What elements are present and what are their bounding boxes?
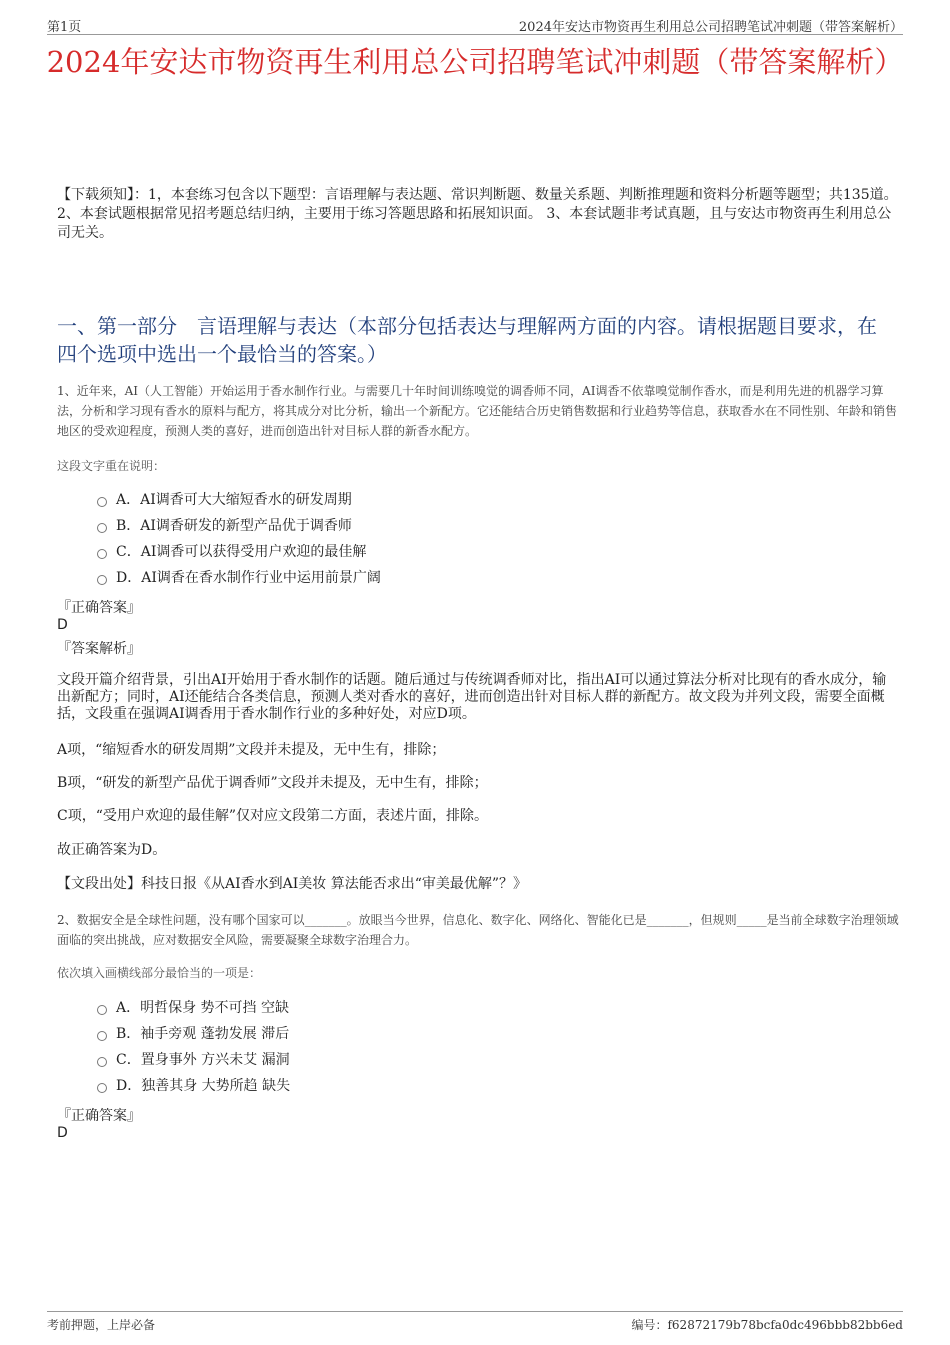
page-footer <box>47 1311 903 1336</box>
analysis-option-b: B项，“研发的新型产品优于调香师”文段并未提及，无中生有，排除； <box>57 775 488 791</box>
option-c[interactable]: C．AI调香可以获得受用户欢迎的最佳解 <box>95 539 381 565</box>
question-1-options <box>95 487 381 591</box>
radio-icon[interactable] <box>97 1005 107 1015</box>
analysis-option-c: C项，“受用户欢迎的最佳解”仅对应文段第二方面，表述片面，排除。 <box>57 808 489 824</box>
option-b[interactable]: B．袖手旁观 蓬勃发展 滞后 <box>95 1021 290 1047</box>
radio-icon[interactable] <box>97 549 107 559</box>
radio-icon[interactable] <box>97 575 107 585</box>
option-d[interactable]: D．AI调香在香水制作行业中运用前景广阔 <box>95 565 381 591</box>
document-id: 编号：f62872179b78bcfa0dc496bbb82bb6ed <box>631 1318 903 1332</box>
header-doc-title: 2024年安达市物资再生利用总公司招聘笔试冲刺题（带答案解析） <box>518 20 903 35</box>
analysis-source: 【文段出处】科技日报《从AI香水到AI美妆 算法能否求出“审美最优解”？》 <box>57 876 528 892</box>
option-b[interactable]: B．AI调香研发的新型产品优于调香师 <box>95 513 381 539</box>
correct-answer: D <box>57 617 68 633</box>
footer-slogan: 考前押题，上岸必备 <box>47 1318 156 1332</box>
page-header <box>47 14 903 35</box>
option-d[interactable]: D．独善其身 大势所趋 缺失 <box>95 1073 290 1099</box>
correct-answer-label: 『正确答案』 <box>57 600 141 616</box>
radio-icon[interactable] <box>97 497 107 507</box>
option-c[interactable]: C．置身事外 方兴未艾 漏洞 <box>95 1047 290 1073</box>
download-notice: 【下载须知】：1，本套练习包含以下题型：言语理解与表达题、常识判断题、数量关系题、判断推理题和资料分析题等题型；共135道。 2、本套试题根据常见招考题总结归纳，主要用于练习答题思路和拓展知识面。 3、本套试题非考试真题，且与安达市物资再生利用总公司无关。 <box>57 187 898 241</box>
question-2-prompt: 依次填入画横线部分最恰当的一项是： <box>57 966 262 980</box>
correct-answer: D <box>57 1125 68 1141</box>
option-a[interactable]: A．明哲保身 势不可挡 空缺 <box>95 995 290 1021</box>
analysis-label: 『答案解析』 <box>57 641 141 657</box>
analysis-conclusion: 故正确答案为D。 <box>57 842 167 858</box>
radio-icon[interactable] <box>97 1057 107 1067</box>
question-2-stem: 2、数据安全是全球性问题，没有哪个国家可以_______。放眼当今世界，信息化、数字化、网络化、智能化已是_______，但规则_____是当前全球数字治理领域面临的突出挑战，应对数据安全风险，需要凝聚全球数字治理合力。 <box>57 913 899 947</box>
page-number: 第1页 <box>47 20 82 35</box>
section-heading: 一、第一部分 言语理解与表达（本部分包括表达与理解两方面的内容。请根据题目要求，在四个选项中选出一个最恰当的答案。） <box>57 314 877 366</box>
radio-icon[interactable] <box>97 523 107 533</box>
question-1-prompt: 这段文字重在说明： <box>57 459 166 473</box>
analysis-option-a: A项，“缩短香水的研发周期”文段并未提及，无中生有，排除； <box>57 742 446 758</box>
correct-answer-label: 『正确答案』 <box>57 1108 141 1124</box>
analysis-paragraph: 文段开篇介绍背景，引出AI开始用于香水制作的话题。随后通过与传统调香师对比，指出AI可以通过算法分析对比现有的香水成分，输出新配方；同时，AI还能结合各类信息，预测人类对香水的喜好，进而创造出针对目标人群的新配方。故文段为并列文段，需要全面概括，文段重在强调AI调香用于香水制作行业的多种好处，对应D项。 <box>57 672 887 722</box>
question-1-stem: 1、近年来，AI（人工智能）开始运用于香水制作行业。与需要几十年时间训练嗅觉的调香师不同，AI调香不依靠嗅觉制作香水，而是利用先进的机器学习算法，分析和学习现有香水的原料与配方，将其成分对比分析，输出一个新配方。它还能结合历史销售数据和行业趋势等信息，获取香水在不同性别、年龄和销售地区的受欢迎程度，预测人类的喜好，进而创造出针对目标人群的新香水配方。 <box>57 384 898 438</box>
radio-icon[interactable] <box>97 1031 107 1041</box>
radio-icon[interactable] <box>97 1083 107 1093</box>
option-a[interactable]: A．AI调香可大大缩短香水的研发周期 <box>95 487 381 513</box>
question-2-options <box>95 995 290 1099</box>
document-title: 2024年安达市物资再生利用总公司招聘笔试冲刺题（带答案解析） <box>46 45 904 79</box>
